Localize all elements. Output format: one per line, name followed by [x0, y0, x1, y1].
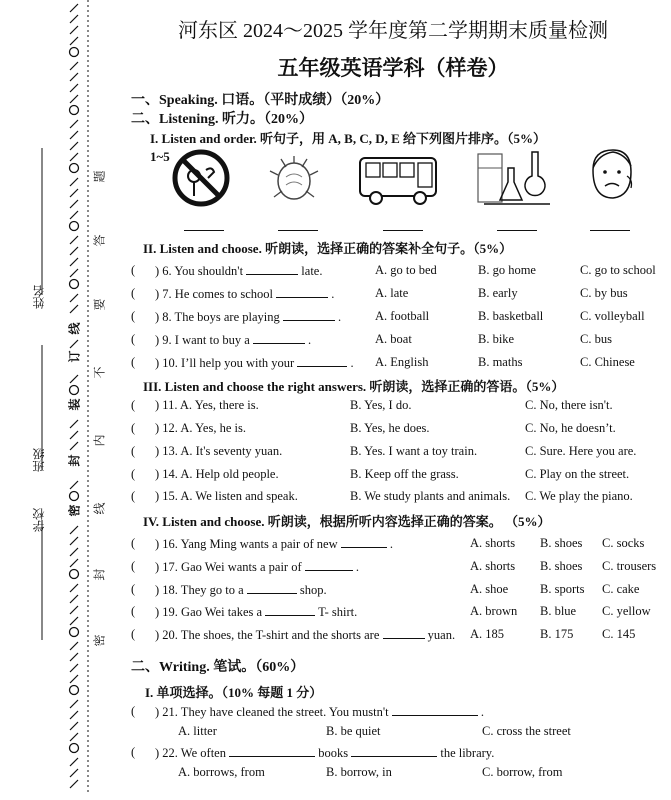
answer-blank[interactable] [283, 309, 335, 321]
question-text: ) 7. He comes to school [155, 287, 274, 301]
question-text: ) 8. The boys are playing [155, 310, 280, 324]
answer-paren[interactable]: ( [131, 332, 136, 346]
answer-paren[interactable]: ( [131, 421, 136, 435]
option-c[interactable]: C. No, there isn't. [525, 398, 613, 412]
answer-blank[interactable] [383, 627, 425, 639]
option-a[interactable]: A. 185 [470, 627, 505, 641]
option-a[interactable]: A. go to bed [375, 263, 437, 277]
question-text: ) 22. We often [155, 746, 226, 760]
question-option-a[interactable]: ) 13. A. It's seventy yuan. [155, 444, 283, 458]
answer-blank[interactable] [247, 582, 297, 594]
question-text-2: . [480, 705, 484, 719]
option-b[interactable]: B. basketball [478, 309, 544, 323]
seal-slash-mark [70, 95, 78, 103]
no-picking-flowers-icon [170, 148, 232, 208]
option-b[interactable]: B. shoes [540, 559, 583, 573]
question-text: ) 18. They go to a [155, 583, 244, 597]
question-suffix: . [355, 560, 360, 574]
question-text: ) 20. The shoes, the T-shirt and the shorts are [155, 628, 380, 642]
answer-paren[interactable]: ( [131, 582, 136, 596]
question-option-a[interactable]: ) 15. A. We listen and speak. [155, 489, 298, 503]
option-c[interactable]: C. cake [602, 582, 640, 596]
question-text: ) 16. Yang Ming wants a pair of new [155, 537, 338, 551]
seal-circle-mark [70, 106, 79, 115]
right-word-7: 答 [92, 234, 107, 247]
option-a[interactable]: A. English [375, 355, 429, 369]
option-b[interactable]: B. Yes. I want a toy train. [350, 444, 478, 458]
question-text: ) 9. I want to buy a [155, 333, 250, 347]
option-c[interactable]: C. Sure. Here you are. [525, 444, 637, 458]
answer-paren[interactable]: ( [131, 627, 136, 641]
seal-circle-mark [70, 628, 79, 637]
seal-circle-mark [70, 386, 79, 395]
right-word-4: 内 [92, 434, 107, 447]
seal-slash-mark [70, 653, 78, 661]
question-row [155, 627, 455, 643]
binding-lines [0, 0, 125, 795]
right-word-3: 线 [92, 502, 107, 515]
seal-slash-mark [70, 758, 78, 766]
field-school-label: 学校 [32, 508, 46, 532]
question-suffix: . [338, 310, 342, 324]
question-row [155, 704, 484, 720]
option-a[interactable]: A. borrows, from [178, 765, 265, 779]
option-c[interactable]: C. No, he doesn’t. [525, 421, 616, 435]
seal-slash-mark [70, 733, 78, 741]
answer-blank[interactable] [297, 355, 347, 367]
seal-word-4: 封 [67, 454, 82, 467]
question-option-a[interactable]: ) 14. A. Help old people. [155, 467, 279, 481]
section-speaking: 一、Speaking. 口语。（平时成绩）（20%） [131, 93, 390, 108]
seal-slash-mark [70, 375, 78, 383]
picture-answer-line-4[interactable] [497, 230, 537, 231]
question-row [155, 559, 359, 575]
option-c[interactable]: C. go to school [580, 263, 656, 277]
answer-blank-2[interactable] [351, 745, 437, 757]
option-a[interactable]: A. shorts [470, 559, 516, 573]
question-text-3: the library. [440, 746, 495, 760]
picture-answer-line-2[interactable] [278, 230, 318, 231]
question-row [155, 332, 311, 348]
option-a[interactable]: A. brown [470, 604, 518, 618]
option-c[interactable]: C. 145 [602, 627, 636, 641]
seal-slash-mark [70, 617, 78, 625]
dragon-fruit-icon [268, 155, 322, 203]
seal-slash-mark [70, 305, 78, 313]
answer-paren[interactable]: ( [131, 398, 136, 412]
answer-paren[interactable]: ( [131, 444, 136, 458]
option-c[interactable]: C. borrow, from [482, 765, 563, 779]
seal-word-3: 装 [67, 398, 82, 411]
option-b[interactable]: B. We study plants and animals. [350, 489, 511, 503]
right-word-5: 不 [92, 366, 107, 379]
field-class-label: 班级 [32, 448, 46, 472]
question-text: ) 21. They have cleaned the street. You mustn't [155, 705, 389, 719]
seal-circle-mark [70, 744, 79, 753]
right-word-2: 封 [92, 568, 107, 581]
seal-slash-mark [70, 526, 78, 534]
seal-circle-mark [70, 570, 79, 579]
option-a[interactable]: A. litter [178, 724, 217, 738]
question-option-a[interactable]: ) 12. A. Yes, he is. [155, 421, 246, 435]
option-c[interactable]: C. volleyball [580, 309, 645, 323]
question-suffix: yuan. [427, 628, 456, 642]
option-b[interactable]: B. bike [478, 332, 515, 346]
seal-slash-mark [70, 548, 78, 556]
question-suffix: shop. [299, 583, 327, 597]
seal-slash-mark [70, 340, 78, 348]
option-c[interactable]: C. Chinese [580, 355, 635, 369]
seal-slash-mark [70, 595, 78, 603]
seal-slash-mark [70, 769, 78, 777]
question-suffix: T- shirt. [318, 605, 358, 619]
seal-slash-mark [70, 420, 78, 428]
question-row [155, 536, 393, 552]
option-b[interactable]: B. borrow, in [326, 765, 392, 779]
option-c[interactable]: C. Play on the street. [525, 467, 630, 481]
answer-paren[interactable]: ( [131, 489, 136, 503]
answer-blank[interactable] [265, 604, 315, 616]
seal-slash-mark [70, 431, 78, 439]
bus-icon [356, 150, 442, 210]
seal-slash-mark [70, 481, 78, 489]
section-writing: 二、Writing. 笔试。（60%） [131, 660, 305, 675]
answer-blank[interactable] [246, 263, 298, 275]
answer-paren[interactable]: ( [131, 559, 136, 573]
answer-paren[interactable]: ( [131, 355, 136, 369]
option-b[interactable]: B. Yes, I do. [350, 398, 412, 412]
right-word-1: 密 [92, 634, 107, 647]
picture-answer-line-1[interactable] [184, 230, 224, 231]
part-1-range: 1~5 [150, 149, 170, 164]
seal-slash-mark [70, 642, 78, 650]
exam-title: 河东区 2024～2025 学年度第二学期期末质量检测 [178, 20, 608, 42]
option-a[interactable]: A. football [375, 309, 430, 323]
seal-slash-mark [70, 4, 78, 12]
option-a[interactable]: A. boat [375, 332, 412, 346]
answer-blank[interactable] [392, 704, 478, 716]
seal-slash-mark [70, 153, 78, 161]
seal-circle-mark [70, 686, 79, 695]
answer-paren[interactable]: ( [131, 536, 136, 550]
seal-circle-mark [70, 164, 79, 173]
seal-circle-mark [70, 222, 79, 231]
answer-paren[interactable]: ( [131, 704, 136, 718]
seal-slash-mark [70, 294, 78, 302]
question-row [155, 745, 494, 761]
answer-blank[interactable] [305, 559, 353, 571]
question-text: ) 6. You shouldn't [155, 264, 244, 278]
seal-slash-mark [70, 142, 78, 150]
part-3-heading: III. Listen and choose the right answers. 听朗读，选择正确的答语。（5%） [143, 379, 565, 394]
binding-strip [0, 0, 125, 795]
option-c[interactable]: C. socks [602, 536, 645, 550]
option-c[interactable]: C. We play the piano. [525, 489, 633, 503]
option-a[interactable]: A. late [375, 286, 409, 300]
picture-answer-line-5[interactable] [590, 230, 630, 231]
seal-slash-mark [70, 84, 78, 92]
seal-slash-mark [70, 559, 78, 567]
seal-slash-mark [70, 700, 78, 708]
question-row [155, 582, 327, 598]
seal-slash-mark [70, 711, 78, 719]
option-b[interactable]: B. be quiet [326, 724, 381, 738]
question-text: ) 17. Gao Wei wants a pair of [155, 560, 302, 574]
seal-slash-mark [70, 442, 78, 450]
option-c[interactable]: C. trousers [602, 559, 657, 573]
question-text-2: books [318, 746, 349, 760]
answer-blank[interactable] [229, 745, 315, 757]
writing-part-1-heading: I. 单项选择。（10% 每题 1 分） [145, 685, 323, 700]
part-4-heading: IV. Listen and choose. 听朗读，根据所听内容选择正确的答案。 （5%） [143, 514, 551, 529]
part-1-heading: I. Listen and order. 听句子，用 A, B, C, D, E 给下列图片排序。（5%） [150, 131, 547, 146]
question-option-a[interactable]: ) 11. A. Yes, there is. [155, 398, 259, 412]
picture-answer-line-3[interactable] [383, 230, 423, 231]
option-c[interactable]: C. by bus [580, 286, 628, 300]
question-suffix: . [389, 537, 393, 551]
answer-paren[interactable]: ( [131, 604, 136, 618]
seal-slash-mark [70, 131, 78, 139]
section-listening: 二、Listening. 听力。（20%） [131, 112, 314, 127]
option-b[interactable]: B. Keep off the grass. [350, 467, 459, 481]
answer-paren[interactable]: ( [131, 309, 136, 323]
seal-slash-mark [70, 722, 78, 730]
seal-slash-mark [70, 189, 78, 197]
answer-paren[interactable]: ( [131, 286, 136, 300]
option-c[interactable]: C. yellow [602, 604, 651, 618]
seal-word-2: 订 [67, 350, 82, 363]
seal-slash-mark [70, 584, 78, 592]
seal-slash-mark [70, 269, 78, 277]
seal-circle-mark [70, 492, 79, 501]
option-b[interactable]: B. shoes [540, 536, 583, 550]
question-row [155, 263, 322, 279]
seal-slash-mark [70, 258, 78, 266]
seal-slash-mark [70, 606, 78, 614]
right-word-6: 要 [92, 298, 107, 311]
seal-slash-mark [70, 664, 78, 672]
exam-subtitle: 五年级英语学科（样卷） [277, 56, 509, 80]
question-row [155, 309, 341, 325]
option-b[interactable]: B. maths [478, 355, 523, 369]
lab-flasks-icon [474, 148, 556, 208]
option-a[interactable]: A. shoe [470, 582, 509, 596]
part-2-heading: II. Listen and choose. 听朗读，选择正确的答案补全句子。（5%） [143, 241, 513, 256]
seal-slash-mark [70, 178, 78, 186]
answer-paren[interactable]: ( [131, 467, 136, 481]
question-suffix: . [308, 333, 312, 347]
option-b[interactable]: B. blue [540, 604, 577, 618]
seal-slash-mark [70, 780, 78, 788]
seal-slash-mark [70, 247, 78, 255]
seal-word-5: 密 [67, 504, 82, 517]
question-row [155, 355, 354, 371]
answer-blank[interactable] [341, 536, 387, 548]
seal-word-1: 线 [67, 322, 82, 335]
seal-slash-mark [70, 200, 78, 208]
option-b[interactable]: B. Yes, he does. [350, 421, 430, 435]
question-text: ) 10. I’ll help you with your [155, 356, 295, 370]
field-name-label: 姓名 [32, 285, 46, 309]
seal-slash-mark [70, 537, 78, 545]
seal-slash-mark [70, 120, 78, 128]
seal-circle-mark [70, 280, 79, 289]
question-suffix: late. [301, 264, 323, 278]
answer-paren[interactable]: ( [131, 745, 136, 759]
seal-slash-mark [70, 211, 78, 219]
question-suffix: . [350, 356, 354, 370]
option-c[interactable]: C. bus [580, 332, 612, 346]
option-b[interactable]: B. 175 [540, 627, 574, 641]
option-a[interactable]: A. shorts [470, 536, 516, 550]
answer-paren[interactable]: ( [131, 263, 136, 277]
seal-slash-mark [70, 675, 78, 683]
question-text: ) 19. Gao Wei takes a [155, 605, 263, 619]
option-b[interactable]: B. sports [540, 582, 585, 596]
seal-slash-mark [70, 236, 78, 244]
answer-blank[interactable] [276, 286, 328, 298]
option-c[interactable]: C. cross the street [482, 724, 571, 738]
question-row [155, 604, 357, 620]
option-b[interactable]: B. go home [478, 263, 536, 277]
question-suffix: . [331, 287, 335, 301]
answer-blank[interactable] [253, 332, 305, 344]
right-word-8: 题 [92, 170, 107, 183]
option-b[interactable]: B. early [478, 286, 518, 300]
sad-boy-icon [585, 146, 637, 202]
question-row [155, 286, 334, 302]
seal-slash-column [70, 4, 79, 788]
